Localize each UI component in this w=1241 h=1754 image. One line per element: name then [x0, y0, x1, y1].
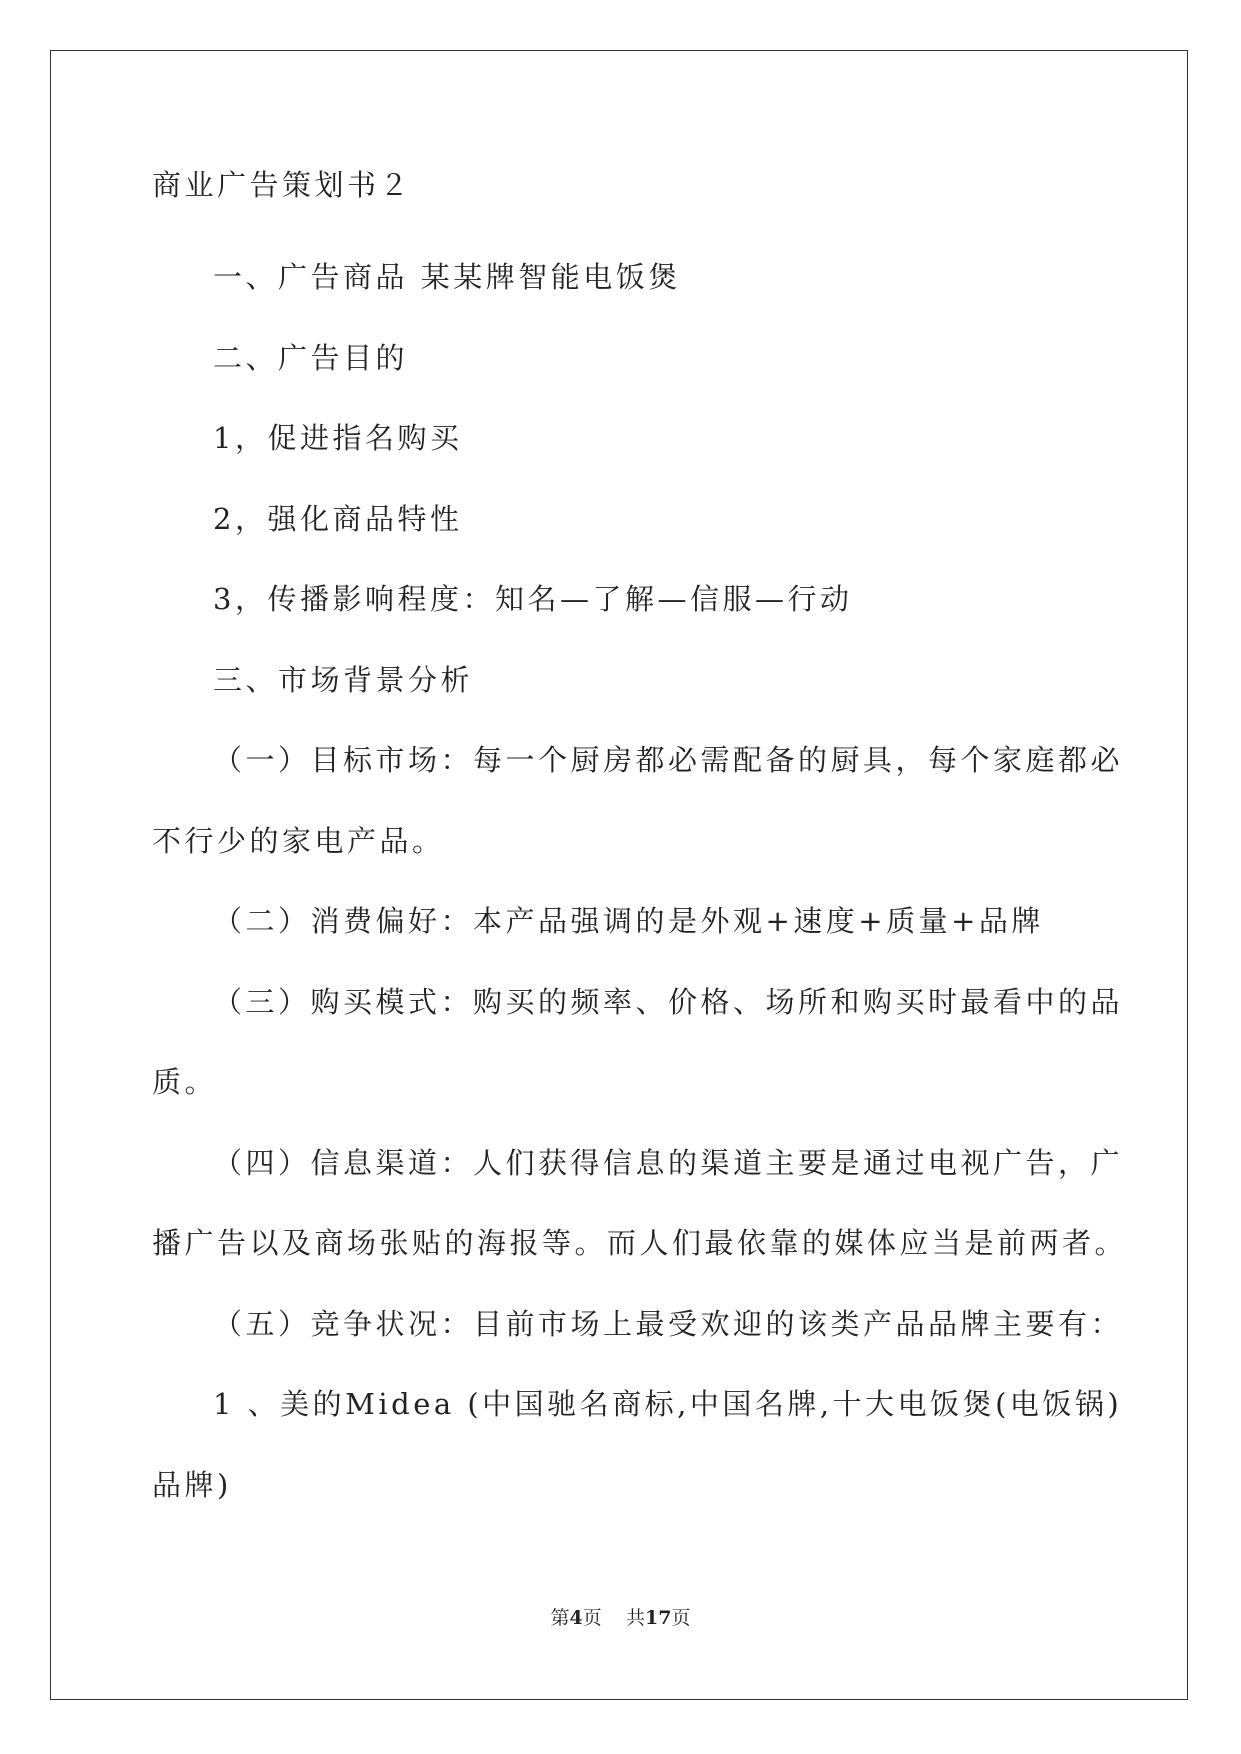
document-title: 商业广告策划书２	[152, 168, 413, 202]
paragraph-line: 二、广告目的	[213, 340, 409, 375]
paragraph-line: 1，促进指名购买	[213, 421, 463, 455]
paragraph-line: （四）信息渠道：人们获得信息的渠道主要是通过电视广告，广	[213, 1145, 1124, 1180]
document-lines	[152, 237, 1128, 1525]
paragraph-line: （五）竞争状况：目前市场上最受欢迎的该类产品品牌主要有：	[213, 1306, 1124, 1341]
paragraph-line: 品牌)	[152, 1467, 232, 1502]
document-body	[152, 157, 1128, 1525]
footer-total-pages: 17	[644, 1607, 672, 1629]
paragraph-line: （一）目标市场：每一个厨房都必需配备的厨具，每个家庭都必	[213, 743, 1124, 777]
footer-total-suffix: 页	[671, 1607, 691, 1629]
paragraph-line: 三、市场背景分析	[213, 662, 474, 697]
paragraph-line: 播广告以及商场张贴的海报等。而人们最依靠的媒体应当是前两者。	[152, 1226, 1128, 1260]
footer-prefix: 第	[550, 1607, 570, 1629]
paragraph-line: （三）购买模式：购买的频率、价格、场所和购买时最看中的品	[213, 984, 1124, 1019]
paragraph-line: 3，传播影响程度：知名—了解—信服—行动	[213, 582, 853, 616]
footer-total-prefix: 共	[625, 1607, 645, 1629]
paragraph-line: 质。	[152, 1065, 218, 1099]
footer-page-number: 4	[569, 1607, 583, 1629]
paragraph-line: （二）消费偏好：本产品强调的是外观+速度+质量+品牌	[213, 904, 1044, 938]
page-footer	[0, 1603, 1241, 1630]
paragraph-line: 不行少的家电产品。	[152, 823, 445, 858]
paragraph-line: 2，强化商品特性	[213, 501, 463, 536]
paragraph-line: 1 、美的Midea (中国驰名商标,中国名牌,十大电饭煲(电饭锅)	[213, 1387, 1123, 1421]
footer-page-suffix: 页	[582, 1607, 602, 1629]
paragraph-line: 一、广告商品 某某牌智能电饭煲	[213, 260, 681, 294]
